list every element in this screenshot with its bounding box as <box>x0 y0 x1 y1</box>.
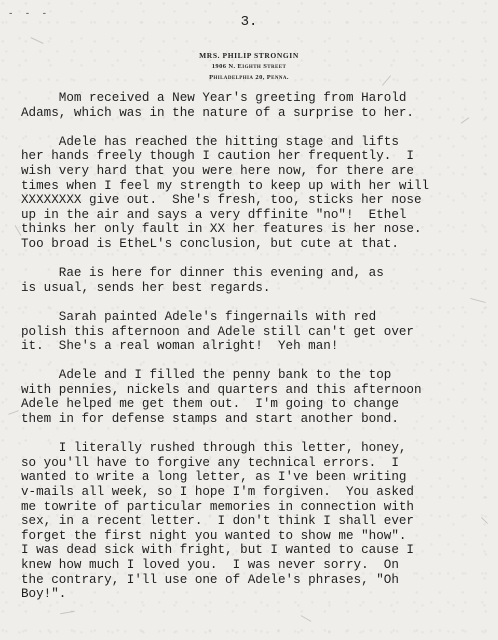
letterhead-name: MRS. PHILIP STRONGIN <box>199 51 299 60</box>
corner-marks: - - - <box>8 9 51 19</box>
text-line: Adele and I filled the penny bank to the top <box>21 368 392 383</box>
text-line: wanted to write a long letter, as I've been writing <box>21 470 407 485</box>
letterhead-street: 1906 N. Eighth Street <box>211 63 287 70</box>
letterhead <box>0 50 498 83</box>
text-line: forget the first night you wanted to show me "how". <box>21 528 407 543</box>
text-line: Mom received a New Year's greeting from Harold <box>21 91 407 105</box>
text-line: Sarah painted Adele's fingernails with red <box>21 309 377 324</box>
text-line: XXXXXXXX give out. She's fresh, too, sticks her nose <box>21 193 422 208</box>
text-line: it. She's a real woman alright! Yeh man! <box>21 339 339 354</box>
text-line: Boy!". <box>21 587 67 602</box>
text-line: thinks her only fault in XX her features is her nose. <box>21 222 422 237</box>
text-line: Adele helped me get them out. I'm going to change <box>21 397 399 412</box>
paragraph <box>21 266 493 295</box>
letter-body <box>21 91 493 616</box>
text-line: Adams, which was in the nature of a surprise to her. <box>21 105 414 120</box>
paper-fiber <box>30 37 43 44</box>
text-line: knew how much I loved you. I was never sorry. On <box>21 558 399 572</box>
paragraph <box>21 368 493 426</box>
paragraph <box>21 91 493 120</box>
text-line: the contrary, I'll use one of Adele's phrases, "Oh <box>21 572 399 587</box>
paragraph <box>21 441 493 602</box>
paragraph <box>21 135 493 252</box>
text-line: v-mails all week, so I hope I'm forgiven. You asked <box>21 485 414 500</box>
text-line: so you'll have to forgive any technical errors. I <box>21 455 399 470</box>
letterhead-city: Philadelphia 20, Penna. <box>209 74 289 81</box>
text-line: I was dead sick with fright, but I wanted to cause I <box>21 543 414 558</box>
text-line: Adele has reached the hitting stage and lifts <box>21 134 399 149</box>
text-line: them in for defense stamps and start another bond. <box>21 412 399 427</box>
paper-fiber <box>8 410 19 415</box>
text-line: I literally rushed through this letter, honey, <box>21 441 407 456</box>
text-line: is usual, sends her best regards. <box>21 280 271 295</box>
text-line: her hands freely though I caution her frequently. I <box>21 149 414 164</box>
text-line: up in the air and says a very dffinite "no"! Ethel <box>21 207 407 222</box>
text-line: wish very hard that you were here now, for there are <box>21 163 414 178</box>
paragraph <box>21 310 493 354</box>
text-line: Too broad is EtheL's conclusion, but cute at that. <box>21 236 399 251</box>
page-number: 3. <box>240 14 258 30</box>
text-line: times when I feel my strength to keep up with her will <box>21 178 430 193</box>
text-line: Rae is here for dinner this evening and, as <box>21 266 384 281</box>
text-line: polish this afternoon and Adele still can't get over <box>21 324 414 339</box>
text-line: with pennies, nickels and quarters and this afternoon <box>21 382 422 397</box>
text-line: me towrite of particular memories in connection with <box>21 499 414 514</box>
text-line: sex, in a recent letter. I don't think I shall ever <box>21 514 414 529</box>
